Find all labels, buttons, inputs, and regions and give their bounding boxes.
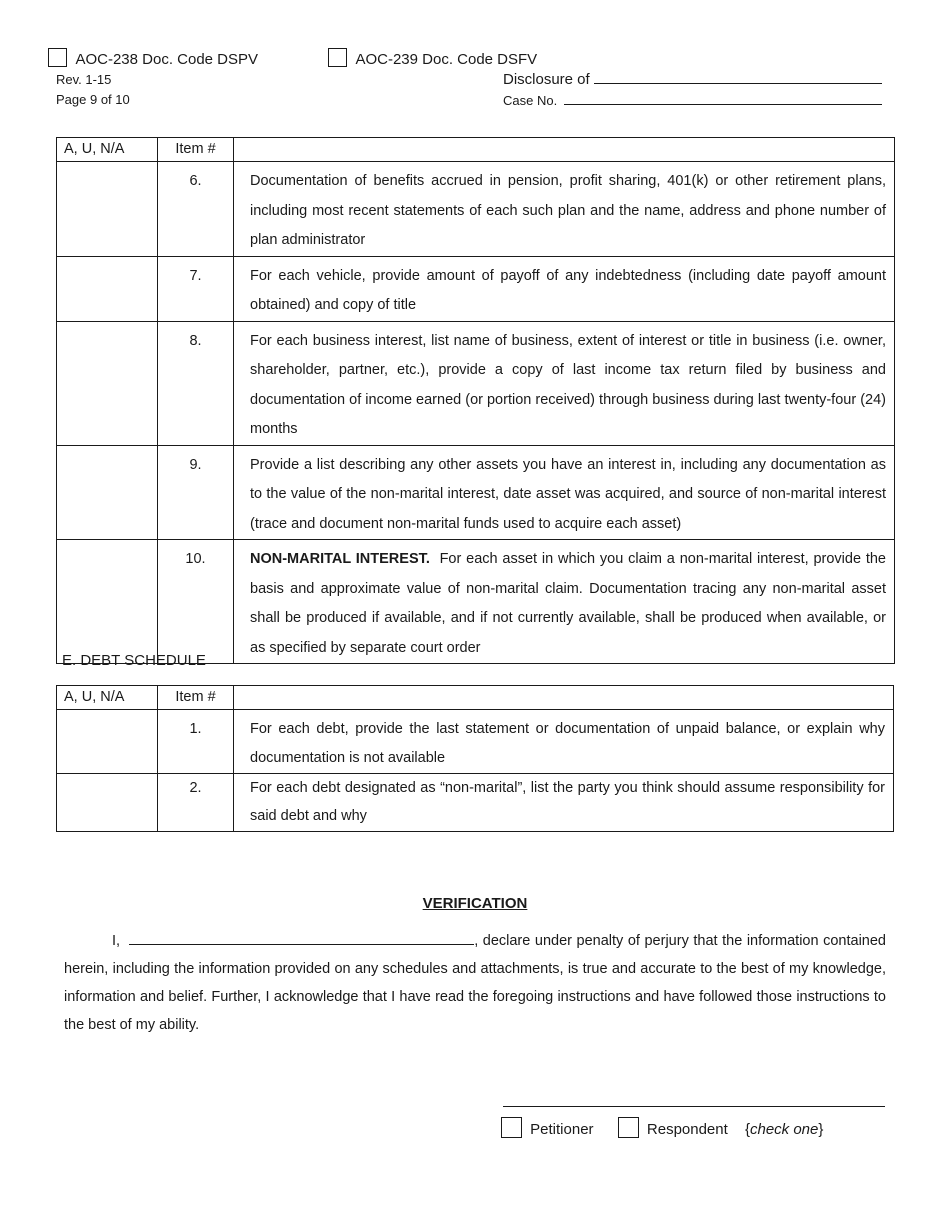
aoc238-checkbox[interactable] [48, 48, 67, 67]
case-row [503, 92, 882, 108]
item-description: For each debt, provide the last statement or documentation of unpaid balance, or explain why documentation is not available [234, 710, 894, 774]
item-number: 8. [158, 321, 234, 445]
col-header-item: Item # [158, 686, 234, 710]
col-header-status: A, U, N/A [57, 686, 158, 710]
table-header-row [57, 138, 895, 162]
aoc238-label: AOC-238 Doc. Code DSPV [75, 51, 259, 68]
item-description: For each business interest, list name of business, extent of interest or title in business (i.e. owner, shareholder, partner, etc.), provide a copy of last income tax return filed by business and documentation of income earned (or portion received) through business during last twenty-four (24) months [234, 321, 895, 445]
aoc239-checkbox[interactable] [328, 48, 347, 67]
case-number-field[interactable] [564, 92, 882, 105]
verification-body: , declare under penalty of perjury that the information contained herein, including the information provided on any schedules and attachments, is true and accurate to the best of my knowledge, information and belief. Further, I acknowledge that I have read the foregoing instructions and have followed those instructions to the best of my ability. [64, 933, 886, 1033]
item-number: 10. [158, 540, 234, 664]
petitioner-label: Petitioner [530, 1121, 594, 1138]
verification-prefix: I, [112, 933, 121, 949]
col-header-status: A, U, N/A [57, 138, 158, 162]
item-number: 2. [158, 774, 234, 832]
form-aoc238-row [48, 48, 259, 72]
table-row [57, 540, 895, 664]
item-number: 9. [158, 445, 234, 540]
item-number: 6. [158, 162, 234, 257]
table-row [57, 774, 894, 832]
item-description: For each debt designated as “non-marital”, list the party you think should assume responsibility for said debt and why [234, 774, 894, 832]
col-header-description [234, 138, 895, 162]
status-cell[interactable] [57, 162, 158, 257]
party-selection-row [501, 1117, 823, 1142]
respondent-checkbox[interactable] [618, 1117, 639, 1138]
item-number: 1. [158, 710, 234, 774]
col-header-item: Item # [158, 138, 234, 162]
case-label: Case No. [503, 93, 558, 108]
table-row [57, 162, 895, 257]
item-description: Documentation of benefits accrued in pension, profit sharing, 401(k) or other retirement plans, including most recent statements of each such plan and the name, address and phone number of plan administrator [234, 162, 895, 257]
status-cell[interactable] [57, 774, 158, 832]
disclosure-row [503, 71, 882, 88]
form-aoc239-row [328, 48, 538, 72]
verification-title: VERIFICATION [422, 895, 528, 912]
status-cell[interactable] [57, 256, 158, 321]
status-cell[interactable] [57, 540, 158, 664]
nonmarital-text: For each asset in which you claim a non-marital interest, provide the basis and approximate value of non-marital claim. Documentation tracing any non-marital asset shall be produced if available, and if not currently available, shall be produced when available, or as specified by separate court order [250, 551, 887, 656]
table-row [57, 321, 895, 445]
verification-paragraph [64, 927, 886, 1039]
aoc239-label: AOC-239 Doc. Code DSFV [355, 51, 538, 68]
item-description [234, 540, 895, 664]
nonmarital-bold-label: NON-MARITAL INTEREST. [250, 551, 430, 567]
table-row [57, 445, 895, 540]
status-cell[interactable] [57, 321, 158, 445]
declarant-name-field[interactable] [129, 932, 474, 945]
table-header-row [57, 686, 894, 710]
item-description: For each vehicle, provide amount of payoff of any indebtedness (including date payoff amount obtained) and copy of title [234, 256, 895, 321]
debt-table [56, 685, 894, 832]
signature-line[interactable] [503, 1106, 885, 1107]
disclosure-field[interactable] [594, 71, 882, 84]
revision-text: Rev. 1-15 [56, 72, 112, 87]
status-cell[interactable] [57, 710, 158, 774]
status-cell[interactable] [57, 445, 158, 540]
item-description: Provide a list describing any other assets you have an interest in, including any documentation as to the value of the non-marital interest, date asset was acquired, and source of non-marital interest (trace and document non-marital funds used to acquire each asset) [234, 445, 895, 540]
table-row [57, 256, 895, 321]
assets-table [56, 137, 895, 664]
respondent-label: Respondent [646, 1121, 728, 1138]
disclosure-label: Disclosure of [503, 71, 590, 88]
petitioner-checkbox[interactable] [501, 1117, 522, 1138]
page-number: Page 9 of 10 [56, 92, 130, 107]
item-number: 7. [158, 256, 234, 321]
col-header-description [234, 686, 894, 710]
table-row [57, 710, 894, 774]
check-one-note: {check one} [744, 1121, 824, 1138]
section-heading-debt: E. DEBT SCHEDULE [62, 652, 206, 669]
